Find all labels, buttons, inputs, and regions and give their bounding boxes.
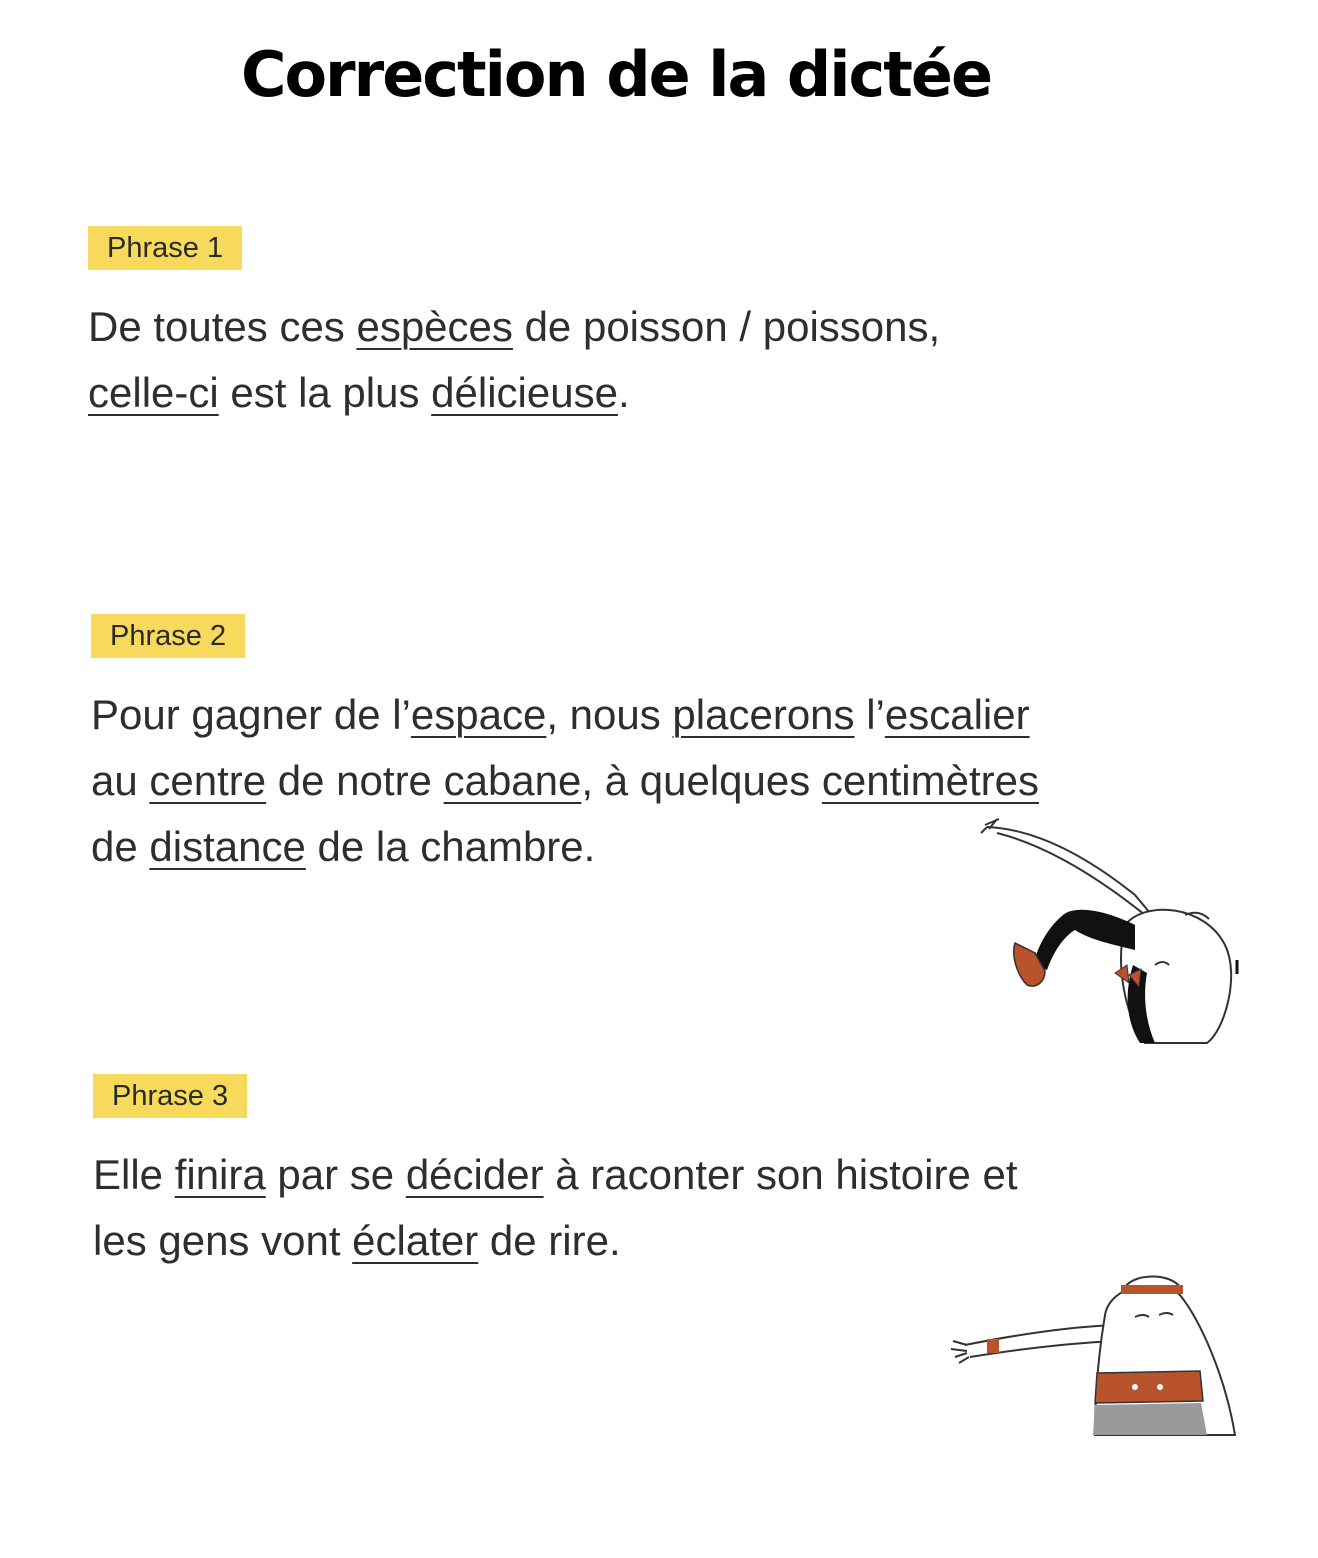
- sentence-line: [93, 1142, 1018, 1208]
- underlined-word: centimètres: [821, 757, 1039, 804]
- underlined-word: celle-ci: [88, 369, 219, 416]
- sentence-fragment: est la plus: [218, 369, 432, 416]
- sentence-fragment: les gens vont: [93, 1217, 353, 1264]
- underlined-word: placerons: [672, 691, 855, 738]
- underlined-word: éclater: [352, 1217, 479, 1264]
- hat-character-illustration: [945, 1275, 1245, 1440]
- dancing-character-illustration: [975, 815, 1255, 1045]
- sentence-line: [88, 294, 940, 360]
- sentence-line: [93, 1208, 1018, 1274]
- sentence-label: Phrase 3: [93, 1074, 247, 1118]
- underlined-word: cabane: [443, 757, 582, 804]
- sentence-line: [91, 814, 1039, 880]
- sentence-fragment: de poisson / poissons,: [512, 303, 941, 350]
- underlined-word: finira: [174, 1151, 266, 1198]
- sentence-fragment: de rire.: [478, 1217, 621, 1264]
- sentence-fragment: de: [91, 823, 150, 870]
- page-title: Correction de la dictée: [240, 38, 992, 111]
- sentence-label: Phrase 2: [91, 614, 245, 658]
- sentence-fragment: par se: [265, 1151, 406, 1198]
- sentence-fragment: au: [91, 757, 150, 804]
- sentence-fragment: l’: [854, 691, 885, 738]
- underlined-word: centre: [149, 757, 267, 804]
- sentence-fragment: à raconter son histoire et: [543, 1151, 1018, 1198]
- sentence-2: [91, 614, 1039, 880]
- sentence-fragment: , nous: [546, 691, 673, 738]
- sentence-fragment: De toutes ces: [88, 303, 357, 350]
- underlined-word: délicieuse: [431, 369, 618, 416]
- underlined-word: espèces: [356, 303, 513, 350]
- sentence-fragment: Pour gagner de l’: [91, 691, 411, 738]
- sentence-line: [91, 682, 1039, 748]
- sentence-line: [91, 748, 1039, 814]
- sentence-text: [88, 294, 940, 426]
- sentence-3: [93, 1074, 1018, 1274]
- sentence-label: Phrase 1: [88, 226, 242, 270]
- sentence-fragment: de notre: [266, 757, 444, 804]
- sentence-fragment: .: [617, 369, 630, 416]
- sentence-fragment: de la chambre.: [305, 823, 596, 870]
- underlined-word: escalier: [884, 691, 1030, 738]
- underlined-word: distance: [149, 823, 306, 870]
- underlined-word: décider: [405, 1151, 544, 1198]
- underlined-word: espace: [410, 691, 547, 738]
- sentence-fragment: Elle: [93, 1151, 175, 1198]
- sentence-text: [91, 682, 1039, 880]
- sentence-text: [93, 1142, 1018, 1274]
- sentence-1: [88, 226, 940, 426]
- sentence-fragment: , à quelques: [581, 757, 822, 804]
- sentence-line: [88, 360, 940, 426]
